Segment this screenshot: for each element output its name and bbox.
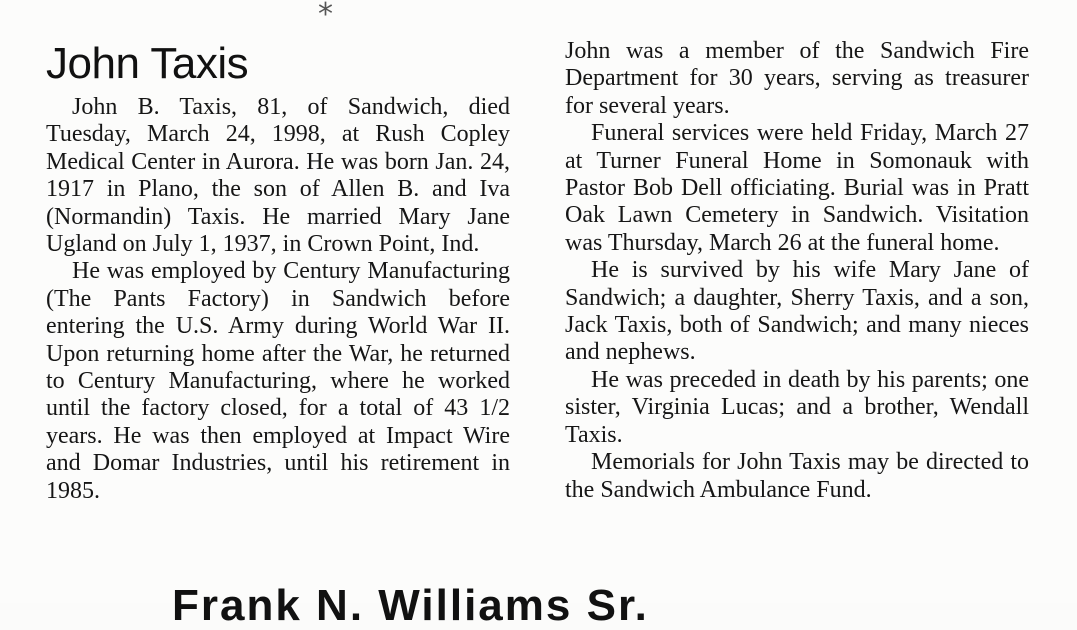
obituary-paragraph: John was a member of the Sandwich Fire Department for 30 years, serving as treasurer for several years. <box>565 38 1029 119</box>
handwritten-asterisk-mark: * <box>318 0 333 32</box>
obituary-paragraph: John B. Taxis, 81, of Sandwich, died Tuesday, March 24, 1998, at Rush Copley Medical Center in Aurora. He was born Jan. 24, 1917 in Plano, the son of Allen B. and Iva (Normandin) Taxis. He married Mary Jane Ugland on July 1, 1937, in Crown Point, Ind. <box>46 94 510 258</box>
obituary-paragraph: He was employed by Century Manufacturing (The Pants Factory) in Sandwich before entering the U.S. Army during World War II. Upon returning home after the War, he returned to Century Manufacturing, where he worked until the factory closed, for a total of 43 1/2 years. He was then employed at Impact Wire and Domar Industries, until his retirement in 1985. <box>46 258 510 504</box>
obituary-headline: John Taxis <box>46 39 249 88</box>
obituary-paragraph: Memorials for John Taxis may be directed to the Sandwich Ambulance Fund. <box>565 449 1029 503</box>
obituary-paragraph: He is survived by his wife Mary Jane of Sandwich; a daughter, Sherry Taxis, and a son, Jack Taxis, both of Sandwich; and many nieces and nephews. <box>565 257 1029 366</box>
next-obituary-headline-cropped: Frank N. Williams Sr. <box>172 581 649 630</box>
obituary-right-column <box>565 38 1029 504</box>
obituary-left-column <box>46 94 510 505</box>
obituary-paragraph: He was preceded in death by his parents; one sister, Virginia Lucas; and a brother, Wendall Taxis. <box>565 366 1029 448</box>
obituary-paragraph: Funeral services were held Friday, March 27 at Turner Funeral Home in Somonauk with Pastor Bob Dell officiating. Burial was in Pratt Oak Lawn Cemetery in Sandwich. Visitation was Thursday, March 26 at the funeral home. <box>565 120 1029 256</box>
